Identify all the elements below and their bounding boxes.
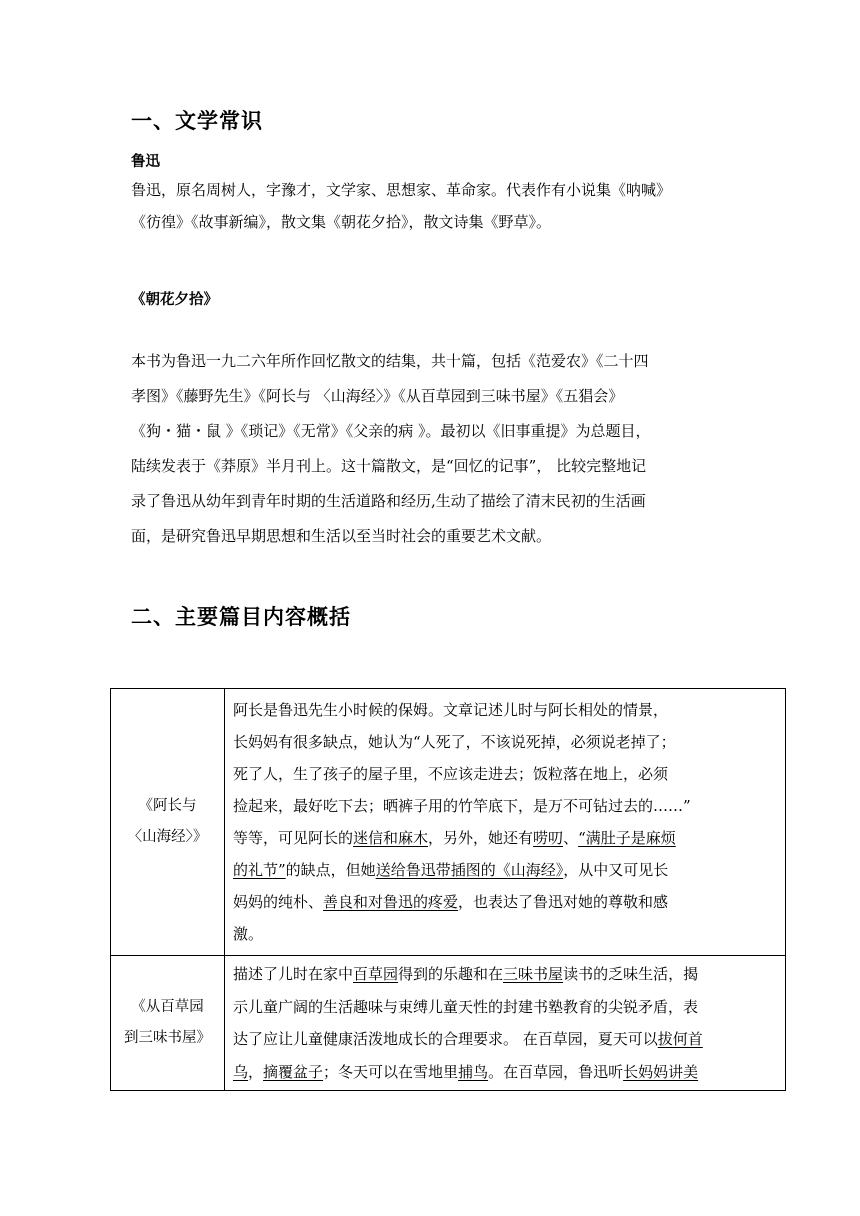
text-run: ， (248, 1062, 264, 1081)
title-line: 《阿长与 (138, 798, 197, 814)
text-run: ，另外，她还有 (428, 829, 534, 847)
underlined-text: 的礼节” (233, 861, 286, 879)
content-line (233, 822, 779, 854)
underlined-text: 拔何首 (657, 1030, 703, 1048)
content-line: 捡起来，最好吃下去；晒裤子用的竹竿底下，是万不可钻过去的……” (233, 797, 691, 815)
underlined-text: 三味书屋 (503, 965, 564, 983)
content-line (233, 958, 779, 991)
text-run: 妈妈的纯朴、 (233, 893, 324, 911)
table-cell-title (111, 956, 225, 1091)
underlined-text: “满肚子是麻烦 (578, 829, 676, 847)
underlined-text: 唠叨 (533, 829, 564, 847)
section-heading-content-summary: 二、主要篇目内容概括 (131, 605, 351, 629)
content-line: 阿长是鲁迅先生小时候的保姆。文章记述儿时与阿长相处的情景， (233, 701, 669, 719)
section-heading-literary-knowledge: 一、文学常识 (131, 109, 263, 133)
content-line (233, 854, 779, 886)
content-line (233, 1023, 779, 1056)
content-line: 死了人，生了孩子的屋子里，不应该走进去；饭粒落在地上，必须 (233, 765, 669, 783)
text-run: 读书的乏味生活，揭 (563, 965, 699, 983)
table-cell-content (225, 689, 786, 956)
text-run: 达了应让儿童健康活泼地成长的合理要求。 在百草园，夏天可以 (233, 1030, 658, 1048)
paragraph-line: 鲁迅，原名周树人，字豫才，文学家、思想家、革命家。代表作有小说集《呐喊》 (131, 181, 672, 199)
text-run: 描述了儿时在家中 (233, 965, 354, 983)
text-run: 的缺点，但她 (285, 861, 376, 879)
book-intro-paragraph (131, 344, 731, 554)
table-row (111, 956, 786, 1091)
author-name-heading: 鲁迅 (131, 154, 160, 170)
content-line: 示儿童广阔的生活趣味与束缚儿童天性的封建书塾教育的尖锐矛盾，表 (233, 997, 699, 1016)
paragraph-line: 面，是研究鲁迅早期思想和生活以至当时社会的重要艺术文献。 (131, 527, 552, 545)
text-run: 。在百草园，鲁迅听 (488, 1062, 624, 1081)
paragraph-line: 陆续发表于《莽原》半月刊上。这十篇散文，是“回忆的记事”， 比较完整地记 (131, 457, 647, 475)
table-cell-title (111, 689, 225, 956)
underlined-text: 长妈妈讲美 (623, 1062, 699, 1081)
text-run: ；冬天可以在雪地里 (323, 1062, 459, 1081)
underlined-text: 百草园 (353, 965, 399, 983)
paragraph-line: 本书为鲁迅一九二六年所作回忆散文的结集，共十篇，包括《范爱农》《二十四 (131, 352, 649, 370)
paragraph-line: 录了鲁迅从幼年到青年时期的生活道路和经历,生动了描绘了清末民初的生活画 (131, 492, 646, 510)
underlined-text: 摘覆盆子 (263, 1062, 324, 1081)
content-summary-table (110, 688, 786, 1091)
underlined-text: 善良和对鲁迅的疼爱 (323, 893, 459, 911)
text-run: ，也表达了鲁迅对她的尊敬和感 (458, 893, 669, 911)
text-run: 得到的乐趣和在 (398, 965, 504, 983)
text-run: 、 (563, 829, 579, 847)
text-run: 等等，可见阿长的 (233, 829, 354, 847)
table-row (111, 689, 786, 956)
book-title-heading: 《朝花夕拾》 (131, 292, 218, 308)
content-line (233, 886, 779, 918)
paragraph-line: 孝图》《藤野先生》《阿长与 〈山海经〉》《从百草园到三味书屋》《五猖会》 (131, 387, 624, 405)
content-line (233, 1056, 779, 1089)
table-cell-content (225, 956, 786, 1091)
content-line: 激。 (233, 925, 264, 943)
text-run: ，从中又可见长 (563, 861, 669, 879)
underlined-text: 捕鸟 (458, 1062, 489, 1081)
underlined-text: 送给鲁迅带插图的《山海经》 (375, 861, 564, 879)
paragraph-line: 《彷徨》《故事新编》，散文集《朝花夕拾》，散文诗集《野草》。 (131, 213, 552, 231)
underlined-text: 迷信和麻木 (353, 829, 429, 847)
title-line: 〈山海经〉》 (127, 829, 208, 845)
content-line: 长妈妈有很多缺点，她认为“人死了，不该说死掉，必须说老掉了； (233, 733, 676, 751)
title-line: 到三味书屋》 (124, 1030, 211, 1046)
author-intro-paragraph (131, 174, 731, 238)
title-line: 《从百草园 (131, 999, 204, 1015)
underlined-text: 乌 (233, 1062, 249, 1081)
paragraph-line: 《狗・猫・鼠 》《琐记》《无常》《父亲的病 》。最初以《旧事重提》为总题目， (131, 422, 651, 440)
